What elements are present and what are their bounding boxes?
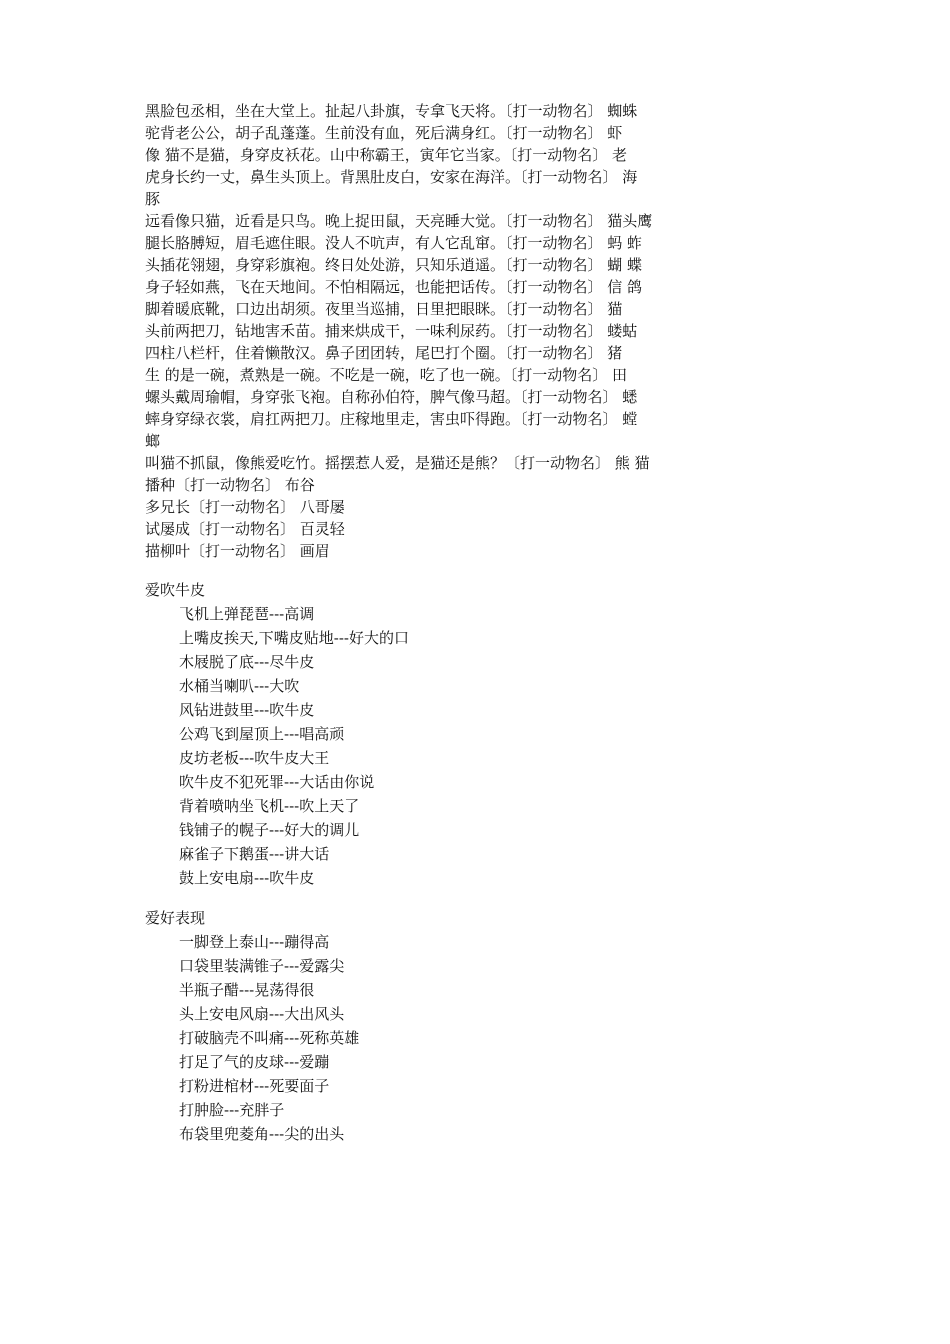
riddle-line: 驼背老公公，胡子乱蓬蓬。生前没有血，死后满身红。〔打一动物名〕 虾 [145, 124, 623, 142]
list-item: 一脚登上泰山---蹦得高 [179, 933, 330, 951]
riddle-line: 头插花翎翅，身穿彩旗袍。终日处处游，只知乐逍遥。〔打一动物名〕 蝴 蝶 [145, 256, 643, 274]
riddle-line: 黑脸包丞相，坐在大堂上。扯起八卦旗，专拿飞天将。〔打一动物名〕 蜘蛛 [145, 102, 638, 120]
riddle-line: 远看像只猫，近看是只鸟。晚上捉田鼠，天亮睡大觉。〔打一动物名〕 猫头鹰 [145, 212, 653, 230]
riddle-line: 生 的是一碗，煮熟是一碗。不吃是一碗，吃了也一碗。〔打一动物名〕 田 [145, 366, 628, 384]
riddle-list [145, 100, 725, 562]
list-item: 吹牛皮不犯死罪---大话由你说 [179, 773, 375, 791]
section-boasting [145, 578, 725, 890]
riddle-line: 腿长胳膊短，眉毛遮住眼。没人不吭声，有人它乱窜。〔打一动物名〕 蚂 蚱 [145, 234, 643, 252]
riddle-line: 螂 [145, 432, 161, 450]
list-item: 半瓶子醋---晃荡得很 [179, 981, 315, 999]
list-item: 布袋里兜菱角---尖的出头 [179, 1125, 345, 1143]
list-item: 飞机上弹琵琶---高调 [179, 605, 315, 623]
list-item: 水桶当喇叭---大吹 [179, 677, 300, 695]
list-item: 风钻进鼓里---吹牛皮 [179, 701, 315, 719]
list-item: 鼓上安电扇---吹牛皮 [179, 869, 315, 887]
riddle-line: 虎身长约一丈，鼻生头顶上。背黑肚皮白，安家在海洋。〔打一动物名〕 海 [145, 168, 638, 186]
list-item: 打足了气的皮球---爱蹦 [179, 1053, 330, 1071]
list-item: 打破脑壳不叫痛---死称英雄 [179, 1029, 360, 1047]
list-item: 口袋里装满锥子---爱露尖 [179, 957, 345, 975]
list-item: 麻雀子下鹅蛋---讲大话 [179, 845, 330, 863]
riddle-line: 播种〔打一动物名〕 布谷 [145, 476, 315, 494]
list-item: 打肿脸---充胖子 [179, 1101, 285, 1119]
list-item: 皮坊老板---吹牛皮大王 [179, 749, 330, 767]
riddle-line: 叫猫不抓鼠，像熊爱吃竹。摇摆惹人爱，是猫还是熊？〔打一动物名〕 熊 猫 [145, 454, 650, 472]
riddle-line: 试屡成〔打一动物名〕 百灵轻 [145, 520, 345, 538]
riddle-line: 蟀身穿绿衣裳，肩扛两把刀。庄稼地里走，害虫吓得跑。〔打一动物名〕 螳 [145, 410, 638, 428]
section-showing-off [145, 906, 725, 1146]
riddle-line: 头前两把刀，钻地害禾苗。捕来烘成干，一味利尿药。〔打一动物名〕 蝼蛄 [145, 322, 638, 340]
section-title: 爱好表现 [145, 909, 206, 927]
riddle-line: 脚着暖底靴，口边出胡须。夜里当巡捕，日里把眼眯。〔打一动物名〕 猫 [145, 300, 623, 318]
riddle-line: 身子轻如燕，飞在天地间。不怕相隔远，也能把话传。〔打一动物名〕 信 鸽 [145, 278, 643, 296]
riddle-line: 螺头戴周瑜帽，身穿张飞袍。自称孙伯符，脾气像马超。〔打一动物名〕 蟋 [145, 388, 638, 406]
section-title: 爱吹牛皮 [145, 581, 206, 599]
list-item: 钱铺子的幌子---好大的调儿 [179, 821, 360, 839]
riddle-line: 多兄长〔打一动物名〕 八哥屡 [145, 498, 345, 516]
list-item: 木屐脱了底---尽牛皮 [179, 653, 315, 671]
list-item: 上嘴皮挨天,下嘴皮贴地---好大的口 [179, 629, 409, 647]
riddle-line: 描柳叶〔打一动物名〕 画眉 [145, 542, 330, 560]
list-item: 打粉进棺材---死要面子 [179, 1077, 330, 1095]
riddle-line: 四柱八栏杆，住着懒散汉。鼻子团团转，尾巴打个圈。〔打一动物名〕 猪 [145, 344, 623, 362]
list-item: 背着喷呐坐飞机---吹上天了 [179, 797, 360, 815]
riddle-line: 像 猫不是猫，身穿皮袄花。山中称霸王，寅年它当家。〔打一动物名〕 老 [145, 146, 628, 164]
document-page [145, 100, 725, 1146]
riddle-line: 豚 [145, 190, 161, 208]
list-item: 头上安电风扇---大出风头 [179, 1005, 345, 1023]
list-item: 公鸡飞到屋顶上---唱高顽 [179, 725, 345, 743]
